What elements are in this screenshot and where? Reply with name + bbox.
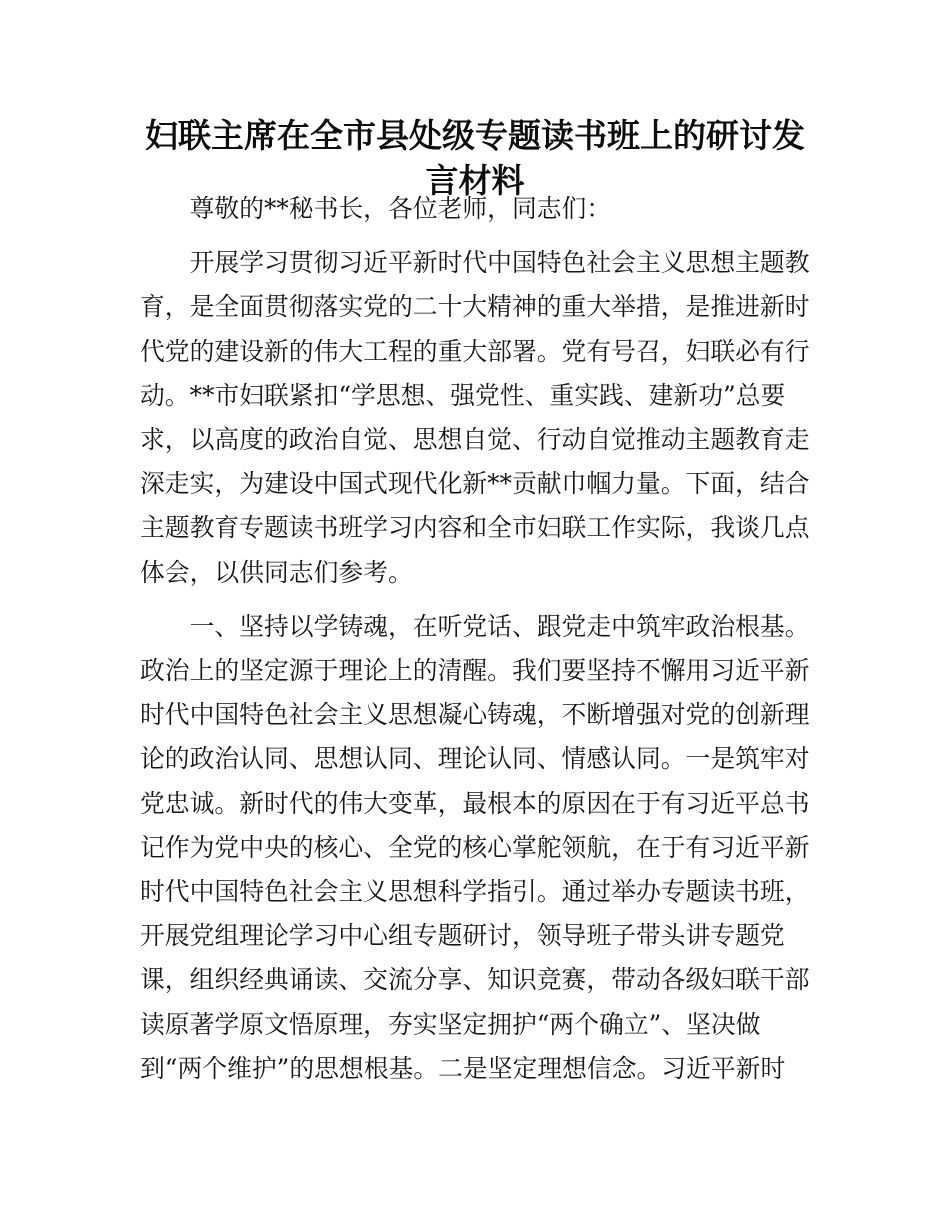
paragraph-intro: 开展学习贯彻习近平新时代中国特色社会主义思想主题教 育，是全面贯彻落实党的二十大精神的重大举措，是推进新时 代党的建设新的伟大工程的重大部署。党有号召，妇联必有行 动。**市妇联紧扣“学思想、强党性、重实践、建新功”总要 求，以高度的政治自觉、思想自觉、行动自觉推动主题教育走 深走实，为建设中国式现代化新**贡献巾帼力量。下面，结合 主题教育专题读书班学习内容和全市妇联工作实际，我谈几点 体会，以供同志们参考。 <box>140 248 810 587</box>
document-body <box>140 187 812 1091</box>
document-title: 妇联主席在全市县处级专题读书班上的研讨发 言材料 <box>145 116 805 200</box>
salutation: 尊敬的**秘书长，各位老师，同志们： <box>189 194 612 223</box>
paragraph-section-one: 一、坚持以学铸魂，在听党话、跟党走中筑牢政治根基。 政治上的坚定源于理论上的清醒。我们要坚持不懈用习近平新 时代中国特色社会主义思想凝心铸魂，不断增强对党的创新理 论的政治认同、思想认同、理论认同、情感认同。一是筑牢对 党忠诚。新时代的伟大变革，最根本的原因在于有习近平总书 记作为党中央的核心、全党的核心掌舵领航，在于有习近平新 时代中国特色社会主义思想科学指引。通过举办专题读书班， 开展党组理论学习中心组专题研讨，领导班子带头讲专题党 课，组织经典诵读、交流分享、知识竞赛，带动各级妇联干部 读原著学原文悟原理，夯实坚定拥护“两个确立”、坚决做 到“两个维护”的思想根基。二是坚定理想信念。习近平新时 <box>140 611 810 1083</box>
